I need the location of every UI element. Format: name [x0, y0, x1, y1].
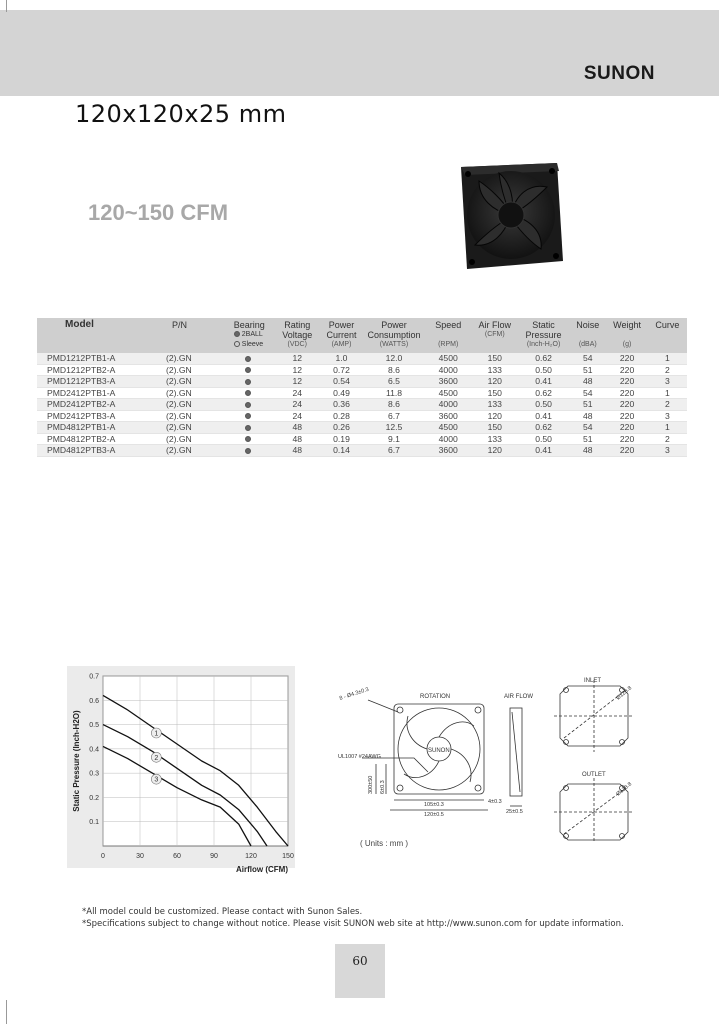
bearing-sleeve-label: Sleeve: [241, 341, 264, 348]
cell-pn: (2).GN: [154, 410, 224, 422]
cell-bearing: [224, 353, 275, 364]
header-bearing: [224, 318, 275, 353]
cell-pn: (2).GN: [154, 353, 224, 364]
cell-cfm: 150: [472, 422, 518, 434]
cell-curve: 3: [648, 445, 687, 457]
footnotes: [82, 906, 624, 930]
cell-rpm: 4500: [425, 387, 472, 399]
x-tick-label: 60: [173, 853, 181, 860]
header-consumption: [363, 318, 425, 353]
cell-noise: 48: [569, 376, 606, 388]
header-airflow-unit: (CFM): [484, 331, 505, 338]
table-header-row: [37, 318, 687, 353]
header-current: [320, 318, 363, 353]
cell-weight: 220: [606, 445, 647, 457]
inlet-dia-label: Ø128.8: [615, 685, 634, 702]
cell-model: PMD4812PTB2-A: [37, 433, 154, 445]
cell-weight: 220: [606, 410, 647, 422]
cell-current: 0.54: [320, 376, 363, 388]
header-consumption-unit: (WATTS): [379, 341, 409, 348]
cell-current: 0.19: [320, 433, 363, 445]
cell-watts: 11.8: [363, 387, 425, 399]
brand-logo: SUNON: [583, 63, 655, 84]
header-voltage-unit: (VDC): [287, 341, 307, 348]
ball-bearing-icon: [234, 331, 240, 337]
cell-current: 1.0: [320, 353, 363, 364]
margin-mark-bottom: [6, 1000, 7, 1024]
cell-watts: 12.0: [363, 353, 425, 364]
cell-cfm: 120: [472, 445, 518, 457]
cell-voltage: 24: [275, 387, 320, 399]
series-label-3: 3: [154, 776, 159, 784]
dim-120-label: 120±0.5: [424, 812, 444, 818]
cell-voltage: 24: [275, 410, 320, 422]
series-label-1: 1: [154, 730, 159, 738]
cell-pn: (2).GN: [154, 422, 224, 434]
footnote-2: *Specifications subject to change without notice. Please visit SUNON web site at http://www.sunon.com for update information.: [82, 919, 624, 929]
cell-current: 0.26: [320, 422, 363, 434]
cell-weight: 220: [606, 399, 647, 411]
ball-bearing-icon: [245, 425, 251, 431]
outlet-dia-label: Ø128.8: [615, 781, 634, 798]
header-voltage-label: Rating Voltage: [282, 320, 313, 340]
cell-voltage: 24: [275, 399, 320, 411]
y-tick-label: 0.4: [89, 746, 99, 754]
cell-noise: 54: [569, 353, 606, 364]
cell-cfm: 133: [472, 433, 518, 445]
drawing-center-label: SUNON: [428, 748, 450, 754]
cell-curve: 3: [648, 410, 687, 422]
cell-bearing: [224, 399, 275, 411]
header-voltage: [275, 318, 320, 353]
hole-label: 8 - Ø4.3±0.3: [338, 686, 370, 702]
cell-current: 0.36: [320, 399, 363, 411]
cell-noise: 48: [569, 445, 606, 457]
spec-table-body: [37, 353, 687, 456]
x-tick-label: 90: [210, 853, 218, 860]
pq-chart-panel: [67, 666, 295, 874]
x-tick-label: 0: [101, 853, 105, 860]
cell-model: PMD1212PTB1-A: [37, 353, 154, 364]
outlet-label: OUTLET: [582, 772, 606, 778]
cell-pn: (2).GN: [154, 364, 224, 376]
series-label-2: 2: [154, 754, 159, 762]
header-model: Model: [37, 318, 154, 353]
header-consumption-label: Power Consumption: [367, 320, 421, 340]
cell-watts: 12.5: [363, 422, 425, 434]
cell-bearing: [224, 445, 275, 457]
cell-curve: 2: [648, 433, 687, 445]
margin-mark-top: [6, 0, 7, 12]
cell-cfm: 133: [472, 364, 518, 376]
cell-pressure: 0.41: [518, 376, 569, 388]
header-weight-unit: (g): [622, 341, 632, 348]
cfm-range-title: 120~150 CFM: [88, 200, 229, 225]
dim-300-label: 300±50: [368, 775, 374, 794]
table-row: [37, 353, 687, 364]
table-row: [37, 445, 687, 457]
cell-current: 0.14: [320, 445, 363, 457]
cell-curve: 1: [648, 387, 687, 399]
cell-watts: 6.7: [363, 410, 425, 422]
cell-bearing: [224, 364, 275, 376]
ball-bearing-icon: [245, 356, 251, 362]
cell-cfm: 120: [472, 376, 518, 388]
bearing-ball-legend: [226, 330, 273, 340]
ball-bearing-icon: [245, 390, 251, 396]
cell-bearing: [224, 422, 275, 434]
dimension-drawing: [328, 672, 648, 842]
y-tick-label: 0.2: [89, 794, 99, 802]
cell-curve: 2: [648, 364, 687, 376]
cell-pressure: 0.62: [518, 422, 569, 434]
cell-model: PMD2412PTB2-A: [37, 399, 154, 411]
cell-bearing: [224, 410, 275, 422]
cell-current: 0.72: [320, 364, 363, 376]
dim-25-label: 25±0.5: [506, 809, 523, 815]
table-row: [37, 399, 687, 411]
cell-pressure: 0.62: [518, 353, 569, 364]
dim-4-label: 4±0.3: [488, 799, 502, 805]
cell-weight: 220: [606, 376, 647, 388]
cell-model: PMD1212PTB3-A: [37, 376, 154, 388]
cell-curve: 1: [648, 422, 687, 434]
cell-rpm: 3600: [425, 410, 472, 422]
cell-weight: 220: [606, 353, 647, 364]
header-speed: [425, 318, 472, 353]
cell-noise: 51: [569, 399, 606, 411]
header-weight-label: Weight: [613, 320, 641, 330]
cell-noise: 51: [569, 433, 606, 445]
cell-rpm: 3600: [425, 376, 472, 388]
cell-rpm: 4000: [425, 433, 472, 445]
cell-noise: 54: [569, 387, 606, 399]
table-row: [37, 364, 687, 376]
cell-bearing: [224, 376, 275, 388]
x-axis-label: Airflow (CFM): [236, 865, 288, 874]
cell-model: PMD2412PTB1-A: [37, 387, 154, 399]
pq-chart: [67, 666, 295, 874]
table-row: [37, 376, 687, 388]
dim-6-label: 6±0.3: [380, 780, 386, 794]
cell-weight: 220: [606, 433, 647, 445]
cell-watts: 8.6: [363, 399, 425, 411]
header-airflow-label: Air Flow: [478, 320, 512, 330]
cell-watts: 8.6: [363, 364, 425, 376]
y-tick-label: 0.5: [89, 722, 99, 730]
ball-bearing-icon: [245, 436, 251, 442]
cell-pn: (2).GN: [154, 433, 224, 445]
header-pn: P/N: [154, 318, 224, 353]
bearing-ball-label: 2BALL: [241, 331, 263, 338]
header-noise-label: Noise: [576, 320, 600, 330]
cell-pn: (2).GN: [154, 399, 224, 411]
header-bearing-label: Bearing: [233, 320, 265, 330]
cell-curve: 2: [648, 399, 687, 411]
header-pressure-unit: (Inch-H₂O): [526, 341, 561, 348]
cell-watts: 6.7: [363, 445, 425, 457]
cell-pressure: 0.41: [518, 445, 569, 457]
airflow-label: AIR FLOW: [504, 694, 534, 700]
cell-pressure: 0.50: [518, 364, 569, 376]
cell-pressure: 0.62: [518, 387, 569, 399]
cell-voltage: 48: [275, 422, 320, 434]
ball-bearing-icon: [245, 448, 251, 454]
header-speed-label: Speed: [435, 320, 462, 330]
cell-pn: (2).GN: [154, 445, 224, 457]
inlet-label: INLET: [584, 678, 602, 684]
cell-voltage: 48: [275, 433, 320, 445]
cell-curve: 1: [648, 353, 687, 364]
cell-rpm: 4000: [425, 364, 472, 376]
fan-photo: [453, 161, 565, 271]
x-tick-label: 150: [282, 853, 294, 860]
spec-table: [37, 318, 687, 457]
cell-model: PMD1212PTB2-A: [37, 364, 154, 376]
cell-noise: 51: [569, 364, 606, 376]
cell-pn: (2).GN: [154, 387, 224, 399]
table-row: [37, 433, 687, 445]
page-number-box: [335, 944, 385, 998]
header-current-unit: (AMP): [331, 341, 352, 348]
y-axis-label: Static Pressure (Inch-H2O): [72, 710, 81, 812]
cell-rpm: 4500: [425, 353, 472, 364]
y-tick-label: 0.6: [89, 697, 99, 705]
units-note: ( Units : mm ): [360, 839, 408, 848]
y-tick-label: 0.3: [89, 770, 99, 778]
cell-voltage: 48: [275, 445, 320, 457]
table-row: [37, 410, 687, 422]
footnote-1: *All model could be customized. Please contact with Sunon Sales.: [82, 907, 363, 917]
side-view: [510, 708, 522, 806]
ball-bearing-icon: [245, 402, 251, 408]
x-tick-label: 120: [245, 853, 257, 860]
cell-cfm: 133: [472, 399, 518, 411]
cell-model: PMD2412PTB3-A: [37, 410, 154, 422]
cell-pressure: 0.50: [518, 399, 569, 411]
cell-voltage: 12: [275, 353, 320, 364]
header-weight: [606, 318, 647, 353]
table-row: [37, 387, 687, 399]
cell-current: 0.28: [320, 410, 363, 422]
header-curve: Curve: [648, 318, 687, 353]
cell-current: 0.49: [320, 387, 363, 399]
y-tick-label: 0.1: [89, 819, 99, 827]
page-number: 60: [352, 954, 368, 968]
cell-curve: 3: [648, 376, 687, 388]
sleeve-bearing-icon: [234, 341, 240, 347]
dim-105-label: 105±0.3: [424, 802, 444, 808]
fan-size-title: 120x120x25 mm: [75, 100, 287, 128]
cell-weight: 220: [606, 364, 647, 376]
cell-cfm: 120: [472, 410, 518, 422]
cell-rpm: 4500: [425, 422, 472, 434]
cell-bearing: [224, 387, 275, 399]
cell-weight: 220: [606, 422, 647, 434]
ball-bearing-icon: [245, 379, 251, 385]
bearing-sleeve-legend: [226, 340, 273, 350]
cell-rpm: 4000: [425, 399, 472, 411]
header-current-label: Power Current: [326, 320, 357, 340]
cell-weight: 220: [606, 387, 647, 399]
ball-bearing-icon: [245, 367, 251, 373]
y-tick-label: 0.7: [89, 673, 99, 681]
header-noise: [569, 318, 606, 353]
cell-cfm: 150: [472, 353, 518, 364]
cell-pressure: 0.41: [518, 410, 569, 422]
ball-bearing-icon: [245, 413, 251, 419]
cell-bearing: [224, 433, 275, 445]
cell-noise: 54: [569, 422, 606, 434]
wire-label: UL1007 #24AWG: [338, 754, 381, 760]
header-airflow: [472, 318, 518, 353]
table-row: [37, 422, 687, 434]
cell-noise: 48: [569, 410, 606, 422]
cell-watts: 6.5: [363, 376, 425, 388]
cell-model: PMD4812PTB1-A: [37, 422, 154, 434]
header-noise-unit: (dBA): [578, 341, 597, 348]
x-tick-label: 30: [136, 853, 144, 860]
cell-model: PMD4812PTB3-A: [37, 445, 154, 457]
cell-pressure: 0.50: [518, 433, 569, 445]
header-pressure: [518, 318, 569, 353]
cell-rpm: 3600: [425, 445, 472, 457]
cell-cfm: 150: [472, 387, 518, 399]
cell-pn: (2).GN: [154, 376, 224, 388]
cell-watts: 9.1: [363, 433, 425, 445]
header-speed-unit: (RPM): [438, 341, 459, 348]
header-pressure-label: Static Pressure: [525, 320, 562, 340]
cell-voltage: 12: [275, 364, 320, 376]
rotation-label: ROTATION: [420, 694, 451, 700]
cell-voltage: 12: [275, 376, 320, 388]
